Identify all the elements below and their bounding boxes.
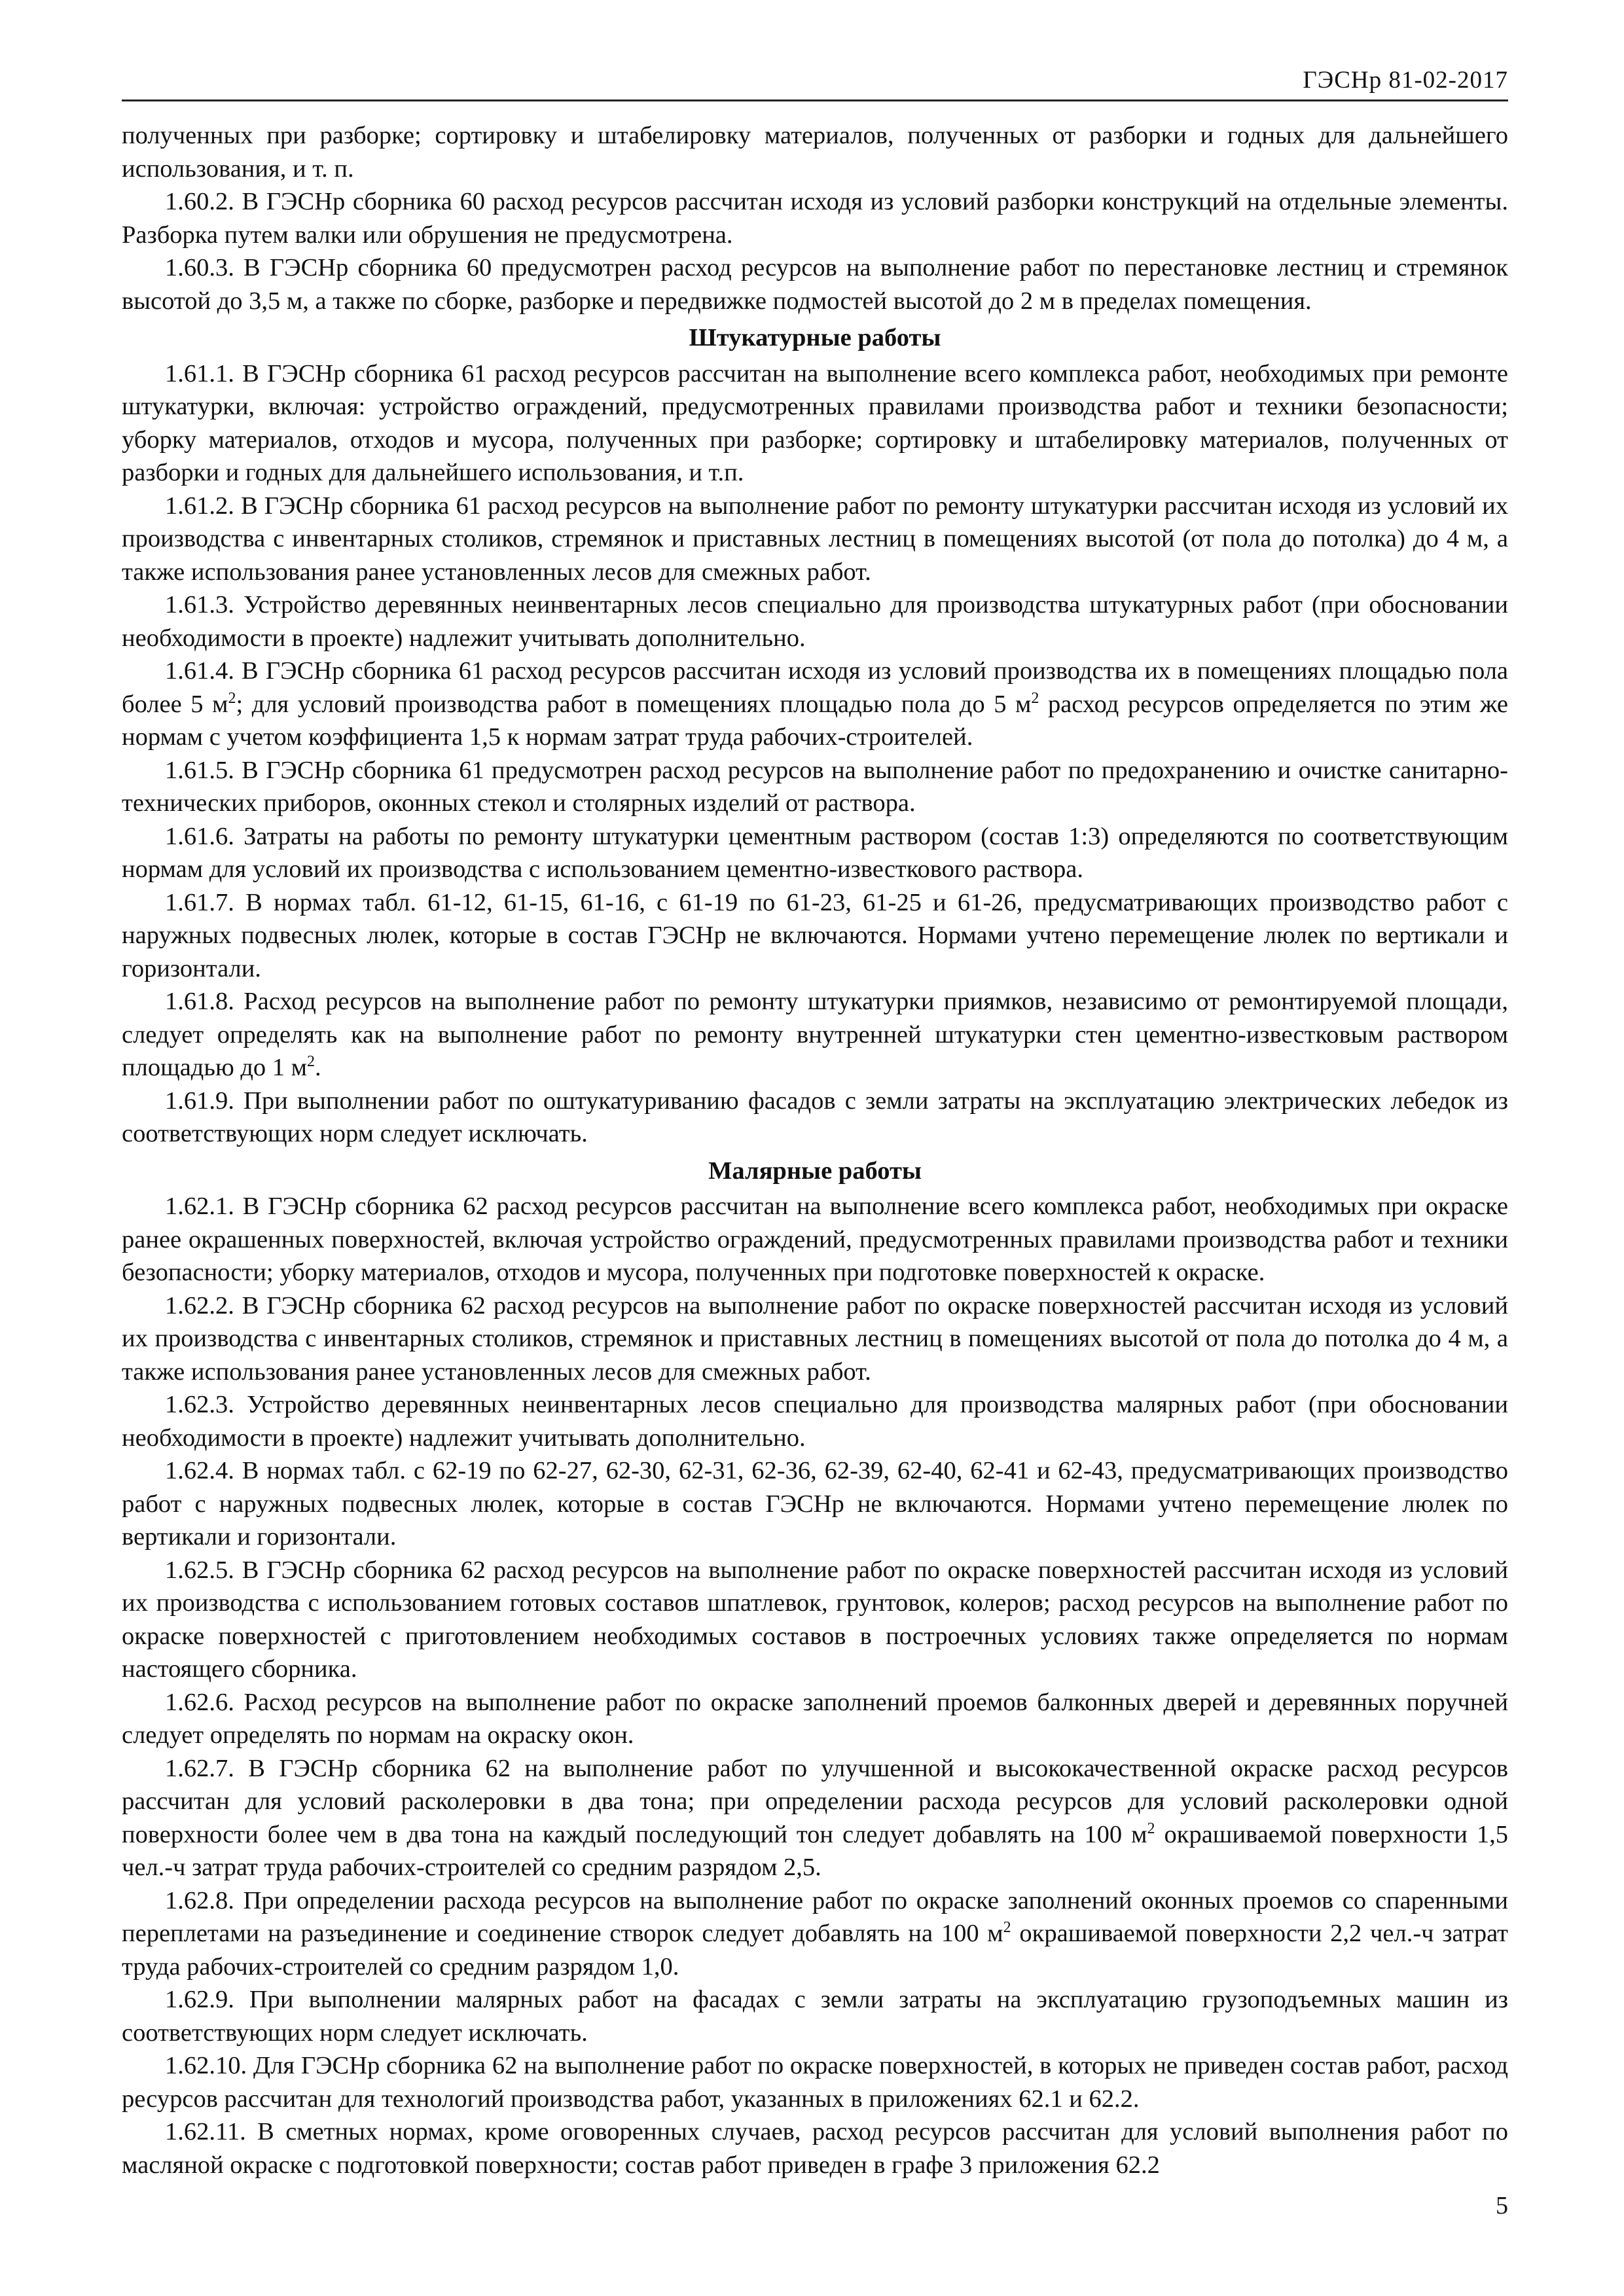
paragraph-1-61-4-part-c: расход ресурсов определяется по этим же нормам с учетом коэффициента 1,5 к нормам затрат труда рабочих-строителей. — [122, 690, 1508, 751]
superscript: 2 — [1031, 689, 1039, 707]
paragraph-1-62-7-part-b: окрашиваемой поверхности 1,5 чел.-ч затрат труда рабочих-строителей со средним разрядом 2,5. — [122, 1820, 1508, 1881]
paragraph-1-62-9: 1.62.9. При выполнении малярных работ на фасадах с земли затраты на эксплуатацию грузоподъемных машин из соответствующих норм следует исключать. — [122, 1986, 1508, 2047]
superscript: 2 — [1147, 1820, 1155, 1837]
paragraph-1-61-4 — [122, 655, 1508, 754]
paragraph-1-61-1: 1.61.1. В ГЭСНр сборника 61 расход ресурсов рассчитан на выполнение всего комплекса работ, необходимых при ремонте штукатурки, включая: устройство ограждений, предусмотренных правилами производства работ и техники безопасности; уборку материалов, отходов и мусора, полученных при разборке; сортировку и штабелировку материалов, полученных от разборки и годных для дальнейшего использования, и т.п. — [122, 359, 1508, 486]
paragraph-1-62-5: 1.62.5. В ГЭСНр сборника 62 расход ресурсов на выполнение работ по окраске поверхностей рассчитан исходя из условий их производства с использованием готовых составов шпатлевок, грунтовок, колеров; расход ресурсов на выполнение работ по окраске поверхностей с приготовлением необходимых составов в построечных условиях также определяется по нормам настоящего сборника. — [122, 1556, 1508, 1683]
paragraph-1-62-4: 1.62.4. В нормах табл. с 62-19 по 62-27, 62-30, 62-31, 62-36, 62-39, 62-40, 62-41 и 62-43, предусматривающих производство работ с наружных подвесных люлек, которые в состав ГЭСНр не включаются. Нормами учтено перемещение люлек по вертикали и горизонтали. — [122, 1457, 1508, 1551]
paragraph-1-61-5: 1.61.5. В ГЭСНр сборника 61 предусмотрен расход ресурсов на выполнение работ по предохранению и очистке санитарно-технических приборов, оконных стекол и столярных изделий от раствора. — [122, 756, 1508, 817]
paragraph-1-61-3: 1.61.3. Устройство деревянных неинвентарных лесов специально для производства штукатурных работ (при обосновании необходимости в проекте) надлежит учитывать дополнительно. — [122, 591, 1508, 652]
document-body — [122, 119, 1508, 2181]
paragraph-1-62-7-part-a: 1.62.7. В ГЭСНр сборника 62 на выполнение работ по улучшенной и высококачественной окраске расход ресурсов рассчитан для условий расколеровки в два тона; при определении расхода ресурсов для условий расколеровки одной поверхности более чем в два тона на каждый последующий тон следует добавлять на 100 м — [122, 1754, 1508, 1848]
paragraph-1-61-8 — [122, 985, 1508, 1085]
continued-paragraph: полученных при разборке; сортировку и штабелировку материалов, полученных от разборки и годных для дальнейшего использования, и т. п. — [122, 122, 1508, 183]
paragraph-1-62-6: 1.62.6. Расход ресурсов на выполнение работ по окраске заполнений проемов балконных дверей и деревянных поручней следует определять по нормам на окраску окон. — [122, 1688, 1508, 1749]
paragraph-1-62-1: 1.62.1. В ГЭСНр сборника 62 расход ресурсов рассчитан на выполнение всего комплекса работ, необходимых при окраске ранее окрашенных поверхностей, включая устройство ограждений, предусмотренных правилами производства работ и техники безопасности; уборку материалов, отходов и мусора, полученных при подготовке поверхностей к окраске. — [122, 1193, 1508, 1286]
section-heading-plaster-works: Штукатурные работы — [689, 324, 941, 351]
superscript: 2 — [307, 1053, 316, 1071]
page-number: 5 — [1496, 2192, 1508, 2219]
paragraph-1-62-2: 1.62.2. В ГЭСНр сборника 62 расход ресурсов на выполнение работ по окраске поверхностей рассчитан исходя из условий их производства с инвентарных столиков, стремянок и приставных лестниц в помещениях высотой от пола до потолка до 4 м, а также использования ранее установленных лесов для смежных работ. — [122, 1291, 1508, 1386]
paragraph-1-61-4-part-a: 1.61.4. В ГЭСНр сборника 61 расход ресурсов рассчитан исходя из условий производства их в помещениях площадью пола более 5 м — [122, 657, 1508, 718]
paragraph-1-62-11: 1.62.11. В сметных нормах, кроме оговоренных случаев, расход ресурсов рассчитан для условий выполнения работ по масляной окраске с подготовкой поверхности; состав работ приведен в графе 3 приложения 62.2 — [122, 2118, 1508, 2179]
page-header — [122, 63, 1508, 101]
paragraph-1-61-8-part-a: 1.61.8. Расход ресурсов на выполнение работ по ремонту штукатурки приямков, независимо от ремонтируемой площади, следует определять как на выполнение работ по ремонту внутренней штукатурки стен цементно-известковым раствором площадью до 1 м — [122, 988, 1508, 1081]
document-code: ГЭСНр 81-02-2017 — [1303, 67, 1508, 94]
paragraph-1-62-3: 1.62.3. Устройство деревянных неинвентарных лесов специально для производства малярных работ (при обосновании необходимости в проекте) надлежит учитывать дополнительно. — [122, 1391, 1508, 1452]
superscript: 2 — [228, 689, 236, 707]
section-heading-paint-works: Малярные работы — [708, 1157, 922, 1185]
paragraph-1-61-2: 1.61.2. В ГЭСНр сборника 61 расход ресурсов на выполнение работ по ремонту штукатурки рассчитан исходя из условий их производства с инвентарных столиков, стремянок и приставных лестниц в помещениях высотой (от пола до потолка) до 4 м, а также использования ранее установленных лесов для смежных работ. — [122, 492, 1508, 586]
paragraph-1-61-8-part-b: . — [315, 1054, 321, 1081]
paragraph-1-61-7: 1.61.7. В нормах табл. 61-12, 61-15, 61-16, с 61-19 по 61-23, 61-25 и 61-26, предусматривающих производство работ с наружных подвесных люлек, которые в состав ГЭСНр не включаются. Нормами учтено перемещение люлек по вертикали и горизонтали. — [122, 888, 1508, 982]
paragraph-1-62-10: 1.62.10. Для ГЭСНр сборника 62 на выполнение работ по окраске поверхностей, в которых не приведен состав работ, расход ресурсов рассчитан для технологий производства работ, указанных в приложениях 62.1 и 62.2. — [122, 2052, 1508, 2113]
paragraph-1-62-8 — [122, 1884, 1508, 1984]
paragraph-1-61-4-part-b: ; для условий производства работ в помещениях площадью пола до 5 м — [236, 690, 1032, 718]
paragraph-1-61-6: 1.61.6. Затраты на работы по ремонту штукатурки цементным раствором (состав 1:3) определяются по соответствующим нормам для условий их производства с использованием цементно-известкового раствора. — [122, 822, 1508, 883]
superscript: 2 — [1003, 1919, 1011, 1937]
paragraph-1-62-7 — [122, 1752, 1508, 1884]
paragraph-1-62-8-part-b: окрашиваемой поверхности 2,2 чел.-ч затрат труда рабочих-строителей со средним разрядом 1,0. — [122, 1920, 1508, 1981]
paragraph-1-61-9: 1.61.9. При выполнении работ по оштукатуриванию фасадов с земли затраты на эксплуатацию электрических лебедок из соответствующих норм следует исключать. — [122, 1086, 1508, 1147]
paragraph-1-62-8-part-a: 1.62.8. При определении расхода ресурсов на выполнение работ по окраске заполнений оконных проемов со спаренными переплетами на разъединение и соединение створок следует добавлять на 100 м — [122, 1886, 1508, 1947]
paragraph-1-60-3: 1.60.3. В ГЭСНр сборника 60 предусмотрен расход ресурсов на выполнение работ по перестановке лестниц и стремянок высотой до 3,5 м, а также по сборке, разборке и передвижке подмостей высотой до 2 м в пределах помещения. — [122, 254, 1508, 315]
paragraph-1-60-2: 1.60.2. В ГЭСНр сборника 60 расход ресурсов рассчитан исходя из условий разборки конструкций на отдельные элементы. Разборка путем валки или обрушения не предусмотрена. — [122, 188, 1508, 249]
